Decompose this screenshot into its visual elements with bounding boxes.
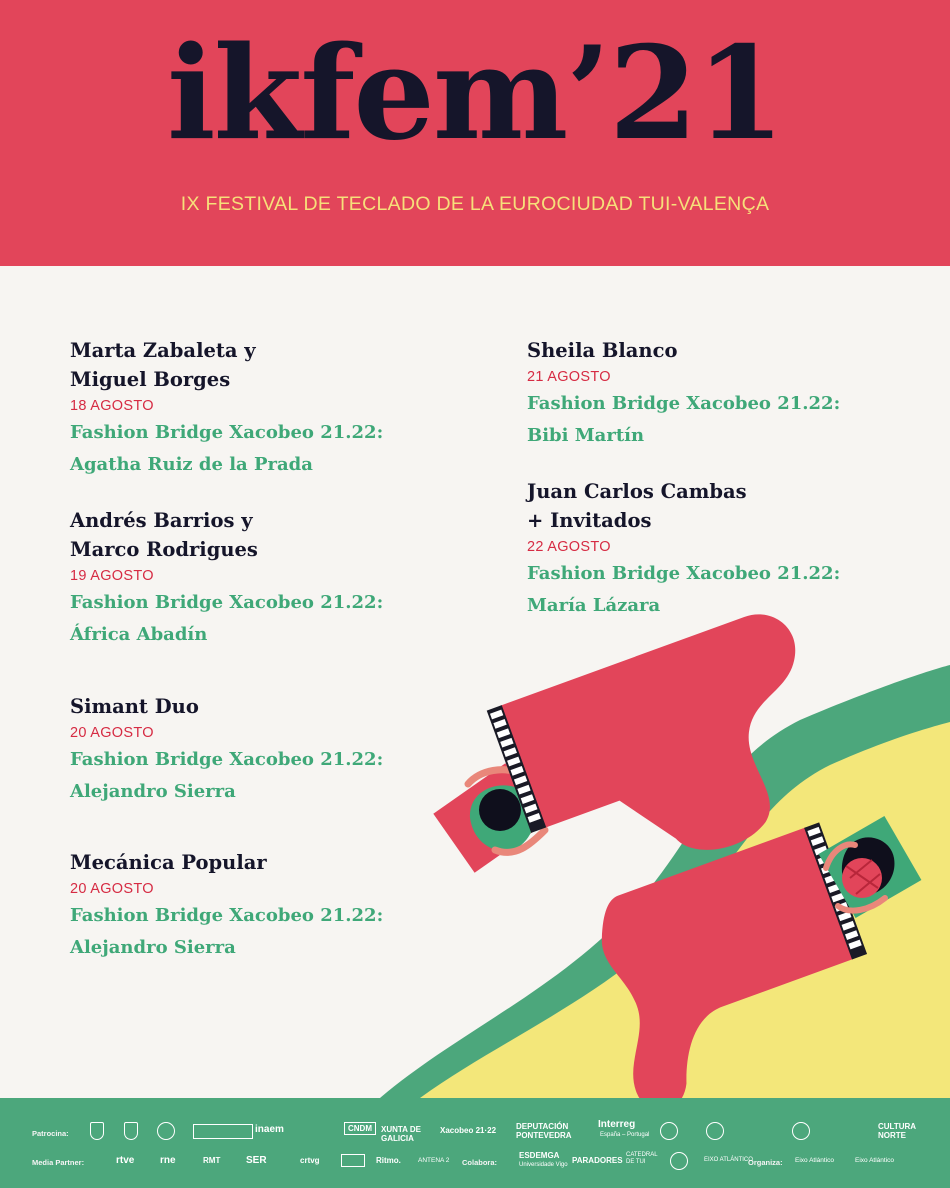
sponsors-footer — [0, 1098, 950, 1188]
sponsor-seal-icon — [706, 1122, 724, 1140]
esdemga-subtitle: Universidade Vigo — [519, 1162, 568, 1168]
organizer-logo: Eixo Atlántico — [795, 1157, 835, 1164]
interreg-subtitle: España – Portugal — [600, 1132, 650, 1138]
event-fashion: Fashion Bridge Xacobeo 21.22: — [527, 393, 841, 414]
event-fashion-designer: María Lázara — [527, 595, 661, 616]
event-fashion-designer: Alejandro Sierra — [70, 937, 236, 958]
rtve-logo: rtve — [116, 1155, 135, 1166]
esdemga-logo: ESDEMGA — [519, 1151, 560, 1160]
organiza-label: Organiza: — [748, 1158, 783, 1167]
sponsor-seal-icon — [792, 1122, 810, 1140]
cndm-logo: CNDM — [344, 1122, 376, 1135]
rne-logo: rne — [160, 1155, 176, 1166]
organizer-logo: Eixo Atlántico — [855, 1157, 895, 1164]
event-fashion: Fashion Bridge Xacobeo 21.22: — [70, 905, 384, 926]
event-2 — [70, 506, 383, 650]
event-5 — [527, 336, 840, 451]
xunta-logo: XUNTA DE GALICIA — [381, 1125, 421, 1143]
heart-logo-icon — [157, 1122, 175, 1140]
sponsor-seal-icon — [660, 1122, 678, 1140]
event-date: 19 AGOSTO — [70, 568, 154, 584]
deputacion-logo: DEPUTACIÓN PONTEVEDRA — [516, 1122, 572, 1140]
media-partner-label: Media Partner: — [32, 1158, 85, 1167]
antena2-logo: ANTENA 2 — [418, 1157, 450, 1164]
event-fashion-designer: Alejandro Sierra — [70, 781, 236, 802]
sponsor-seal-icon — [670, 1152, 688, 1170]
event-artist: Mecánica Popular — [70, 851, 267, 874]
event-fashion-designer: África Abadín — [70, 624, 208, 645]
event-fashion: Fashion Bridge Xacobeo 21.22: — [527, 563, 841, 584]
event-fashion: Fashion Bridge Xacobeo 21.22: — [70, 592, 384, 613]
ritmo-logo: Ritmo. — [376, 1156, 401, 1165]
event-date: 20 AGOSTO — [70, 725, 154, 741]
event-date: 21 AGOSTO — [527, 369, 611, 385]
xacobeo-logo: Xacobeo 21·22 — [440, 1126, 497, 1135]
radio-logo — [341, 1154, 365, 1167]
ser-logo: SER — [246, 1155, 267, 1166]
event-artist: Juan Carlos Cambas — [527, 480, 747, 503]
event-1 — [70, 336, 383, 480]
event-fashion-designer: Bibi Martín — [527, 425, 645, 446]
rmt-logo: RMT — [203, 1156, 221, 1165]
eixo-logo: EIXO ATLÁNTICO — [704, 1157, 753, 1163]
event-date: 20 AGOSTO — [70, 881, 154, 897]
festival-logo: ikfem’21 — [167, 19, 783, 169]
event-4 — [70, 848, 383, 963]
crtvg-logo: crtvg — [300, 1156, 320, 1165]
event-date: 22 AGOSTO — [527, 539, 611, 555]
event-artist: Sheila Blanco — [527, 339, 678, 362]
event-artist: Marta Zabaleta y — [70, 339, 256, 362]
event-artist: Miguel Borges — [70, 368, 231, 391]
event-fashion-designer: Agatha Ruiz de la Prada — [70, 454, 313, 475]
event-date: 18 AGOSTO — [70, 398, 154, 414]
event-3 — [70, 692, 383, 807]
interreg-logo: Interreg — [598, 1119, 636, 1130]
event-artist: Marco Rodrigues — [70, 538, 258, 561]
festival-subtitle: IX FESTIVAL DE TECLADO DE LA EUROCIUDAD TUI-VALENÇA — [180, 193, 770, 215]
colabora-label: Colabora: — [462, 1158, 498, 1167]
event-artist: Simant Duo — [70, 695, 199, 718]
patrocina-label: Patrocina: — [32, 1129, 69, 1138]
cultura-norte-logo: CULTURA NORTE — [878, 1122, 916, 1140]
catedral-logo: CATEDRAL DE TUI — [626, 1152, 658, 1165]
crest-icon — [124, 1122, 138, 1140]
inaem-logo: inaem — [255, 1124, 284, 1135]
ministerio-logo — [193, 1124, 253, 1139]
event-artist: Andrés Barrios y — [70, 509, 253, 532]
event-artist: + Invitados — [527, 509, 652, 532]
event-fashion: Fashion Bridge Xacobeo 21.22: — [70, 422, 384, 443]
event-6 — [527, 477, 840, 621]
paradores-logo: PARADORES — [572, 1156, 623, 1165]
event-fashion: Fashion Bridge Xacobeo 21.22: — [70, 749, 384, 770]
header-banner — [0, 0, 950, 266]
tui-shield-icon — [90, 1122, 104, 1140]
